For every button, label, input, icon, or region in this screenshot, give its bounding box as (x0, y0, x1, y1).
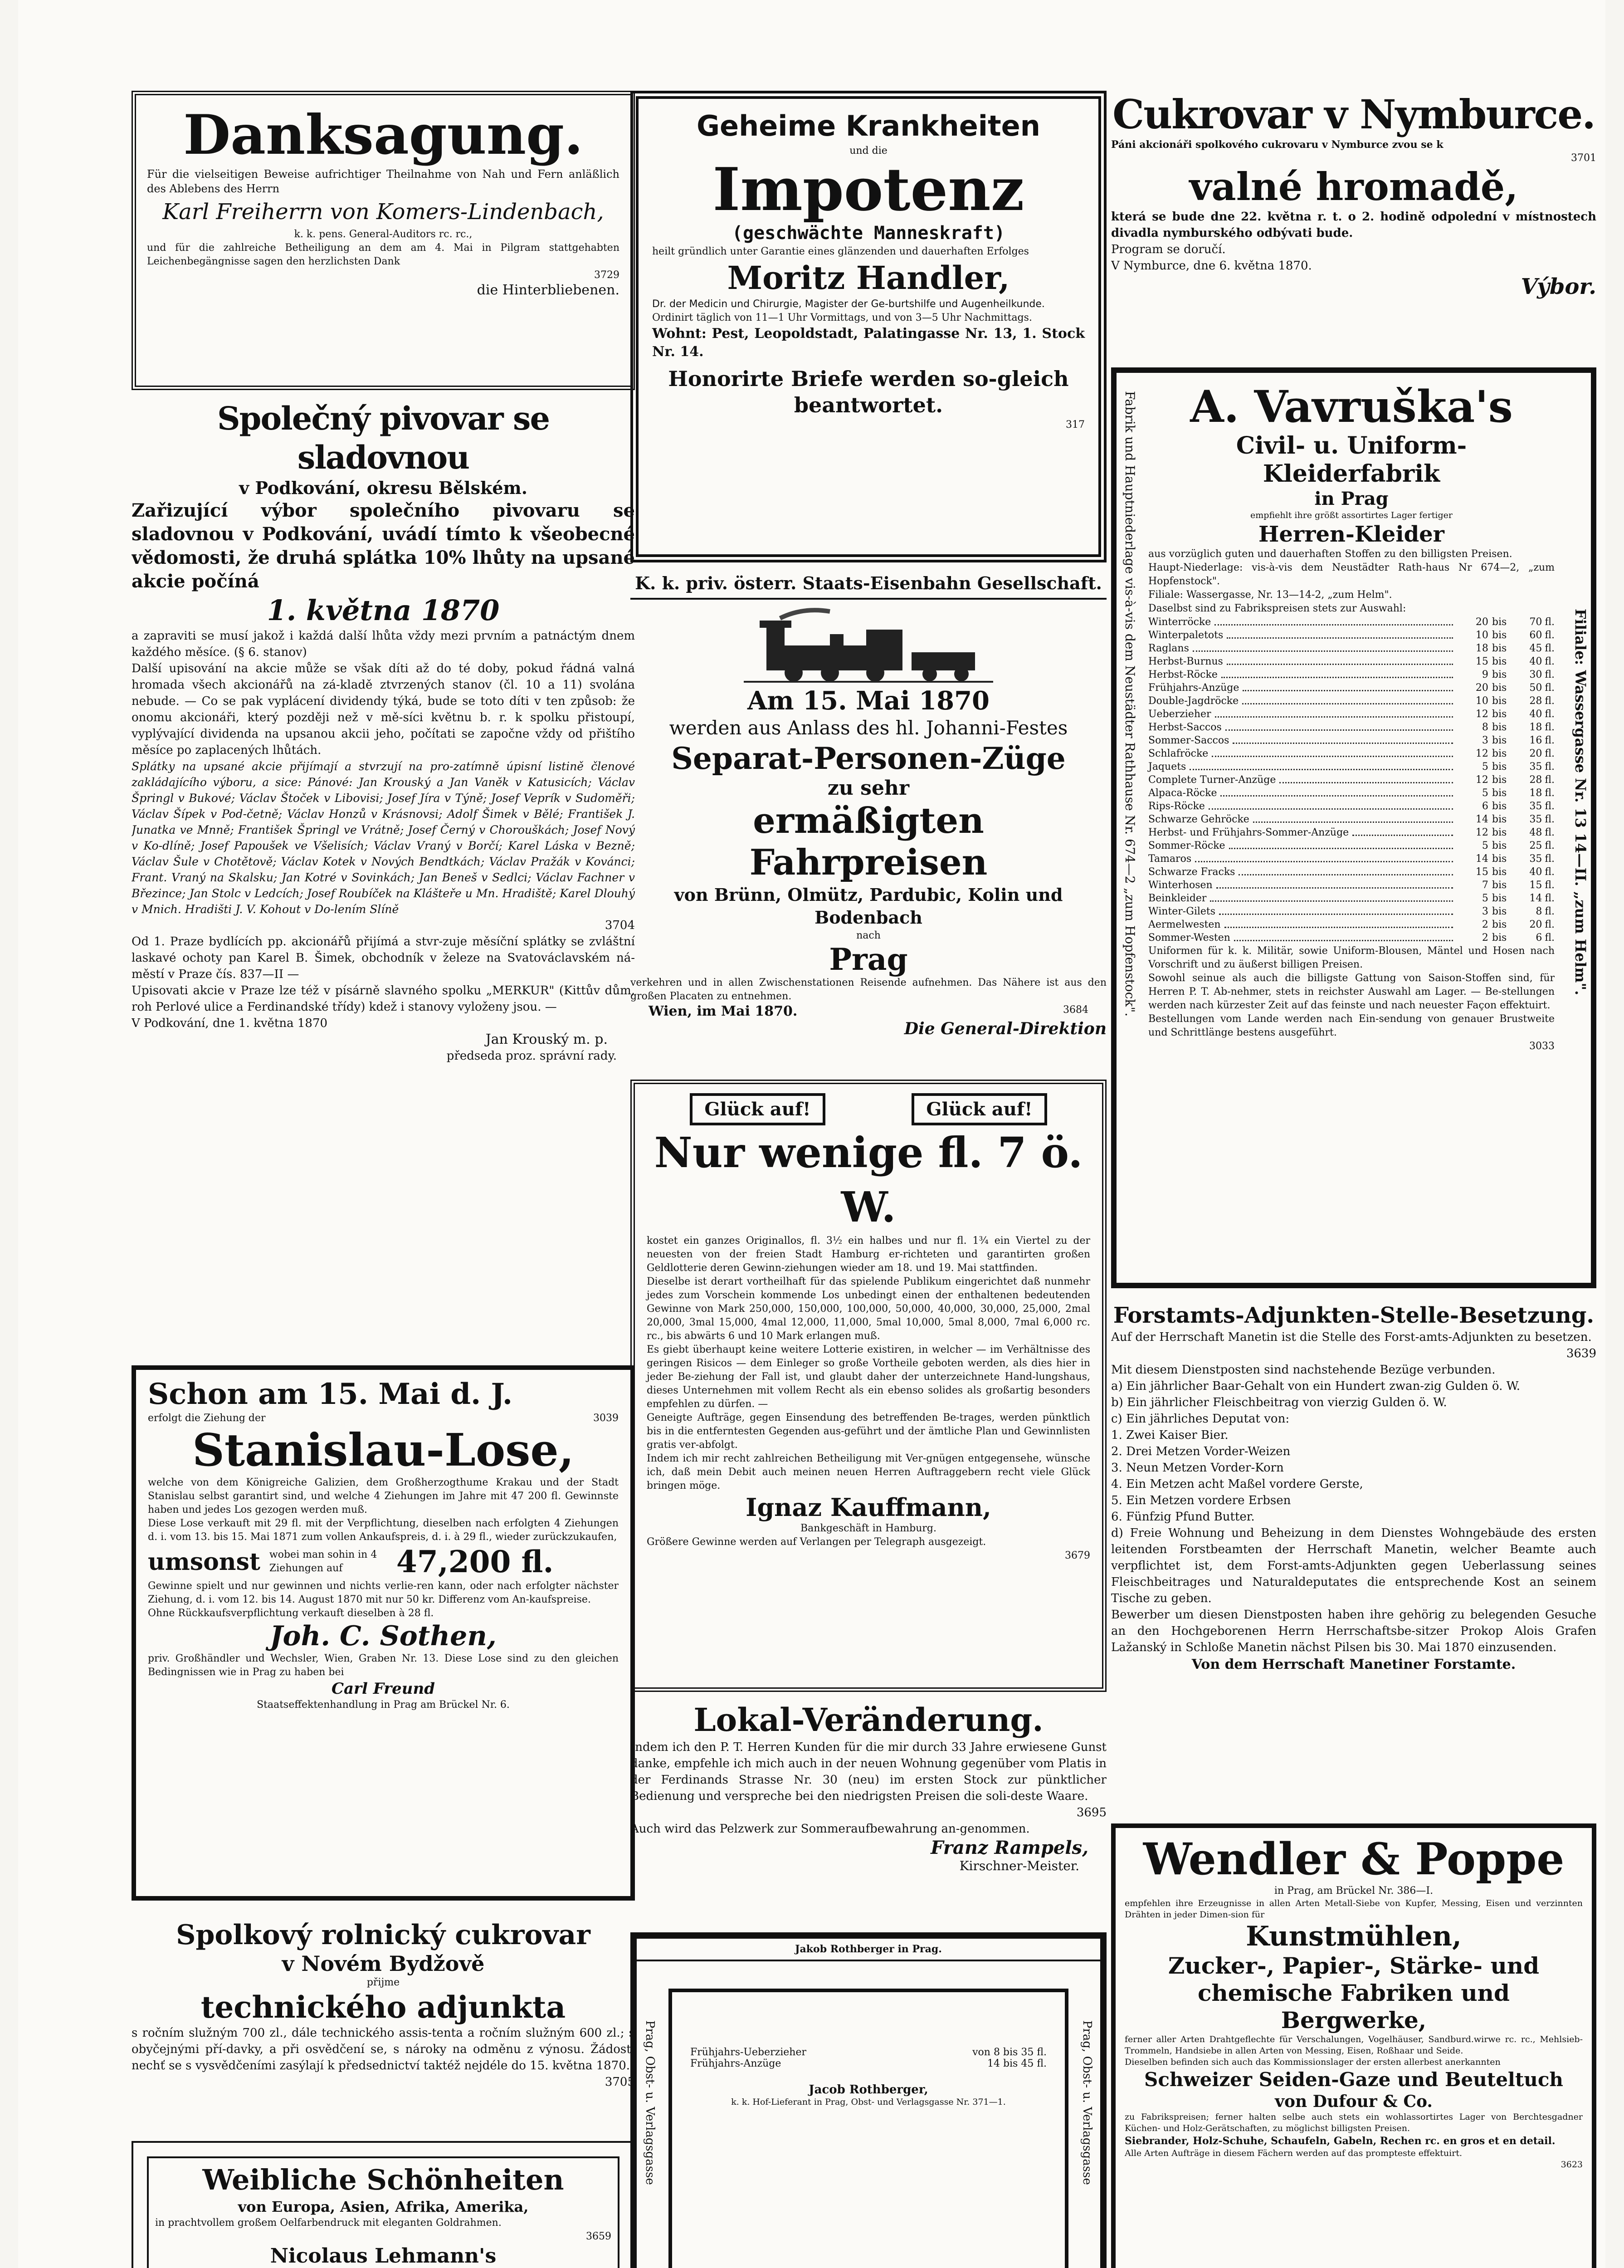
nymburk-p1: Páni akcionáři spolkového cukrovaru v Nymburce zvou se k (1111, 139, 1444, 151)
glueck-p4: Geneigte Aufträge, gegen Einsendung des betreffenden Be-trages, werden pünktlich bis in die entferntesten Gegenden aus-geführt und der ämtliche Plan und Gewinnlisten gratis ver-abfolgt. (647, 1412, 1090, 1451)
geheim-name: Moritz Handler, (727, 259, 1010, 297)
wendler-title: Wendler & Poppe (1143, 1833, 1565, 1885)
danksagung-name: Karl Freiherrn von Komers-Lindenbach, (162, 199, 604, 225)
glueck-p1: kostet ein ganzes Originallos, fl. 3½ ein halbes und nur fl. 1¾ ein Viertel zu der neuesten von der freien Stadt Hamburg er-richteten und garantirten großen Geldlotterie deren Gewinn-ziehungen wieder am 18. und 19. Mai stattfinden. (647, 1235, 1090, 1274)
nymburk-big: valné hromadě, (1189, 164, 1518, 209)
geheim-p2: Dr. der Medicin und Chirurgie, Magister der Ge-burtshilfe und Augenheilkunde. (652, 298, 1045, 310)
vavruska-p3: Haupt-Niederlage: vis-à-vis dem Neustädter Rath-haus Nr 674—2, „zum Hopfenstock". (1148, 562, 1555, 587)
forst-item: 6. Fünfzig Pfund Butter. (1111, 1510, 1255, 1524)
stanislau-p5: Ohne Rückkaufsverpflichtung verkauft dieselben à 28 fl. (148, 1608, 434, 1619)
ad-cukrovar-bydzov (132, 1919, 635, 2127)
vavruska-big: Herren-Kleider (1258, 522, 1444, 547)
ad-nymburk (1111, 91, 1596, 354)
price-row: Herbst-Burnus 15 bis 40 fl. (1148, 656, 1555, 667)
glueck-button-1: Glück auf! (690, 1093, 825, 1125)
bahn-date: Am 15. Mai 1870 (747, 686, 990, 716)
stanislau-p6: priv. Großhändler und Wechsler, Wien, Graben Nr. 13. Diese Lose sind zu den gleichen Bedingnissen wie in Prag zu haben bei (148, 1653, 619, 1678)
stanislau-head: Schon am 15. Mai d. J. (148, 1377, 513, 1411)
glueck-firm: Ignaz Kauffmann, (746, 1493, 991, 1522)
weibl-p2: in prachtvollem großem Oelfarbendruck mit eleganten Goldrahmen. (155, 2217, 502, 2229)
vavruska-p5: Daselbst sind zu Fabrikspreisen stets zur Auswahl: (1148, 603, 1406, 614)
locomotive-illustration (630, 602, 1107, 684)
ad-lokal (630, 1701, 1107, 1923)
lokal-sign1: Franz Rampels, (931, 1837, 1088, 1858)
nymburk-sign: Výbor. (1521, 274, 1596, 299)
nymburk-p3: Program se doručí. (1111, 243, 1226, 256)
wendler-big1: Kunstmühlen, (1246, 1921, 1462, 1952)
nymburk-p2: která se bude dne 22. května r. t. o 2. hodině odpolední v místnostech divadla nymburského odbývati bude. (1111, 210, 1596, 240)
wendler-p7: Alle Arten Aufträge in diesem Fächern werden auf das prompteste effektuirt. (1125, 2148, 1462, 2158)
rothberger-top: Jakob Rothberger in Prag. (637, 1939, 1100, 1961)
rothberger-line-2: Frühjahrs-Anzüge 14 bis 45 fl. (690, 2058, 1047, 2069)
glueck-p5: Indem ich mir recht zahlreichen Betheiligung mit Ver-gnügen entgegensehe, wünsche ich, daß mein Debit auch meinen neuen Herren Auftraggebern recht viele Glück bringen möge. (647, 1453, 1090, 1491)
price-row: Sommer-Röcke 5 bis 25 fl. (1148, 840, 1555, 851)
rothberger-frame (668, 1989, 1068, 2268)
price-row: Beinkleider 5 bis 14 fl. (1148, 893, 1555, 904)
geheim-p1: heilt gründlich unter Garantie eines glänzenden und dauerhaften Erfolges (652, 246, 1029, 257)
vavruska-side-right: Filiale: Wassergasse Nr. 13 14—II. „zum Helm". (1572, 609, 1589, 996)
wendler-p5: zu Fabrikspreisen; ferner halten selbe auch stets ein wohlassortirtes Lager von Berchtesgadner Küchen- und Holz-Gerätschaften, zu möglichst billigsten Preisen. (1125, 2112, 1583, 2133)
bahn-direction: Die General-Direktion (904, 1019, 1107, 1038)
vavruska-p2: aus vorzüglich guten und dauerhaften Stoffen zu den billigsten Preisen. (1148, 548, 1512, 560)
vavruska-p8: Bestellungen vom Lande werden nach Ein-sendung von genauer Brustweite und Schrittlänge bestens ausgeführt. (1148, 1013, 1555, 1038)
price-row: Schlafröcke 12 bis 20 fl. (1148, 748, 1555, 759)
wendler-p1: in Prag, am Brückel Nr. 386—I. (1274, 1885, 1434, 1897)
price-row: Tamaros 14 bis 35 fl. (1148, 853, 1555, 865)
price-row: Rips-Röcke 6 bis 35 fl. (1148, 801, 1555, 812)
forst-p3: Bewerber um diesen Dienstposten haben ihre gehörig zu belegenden Gesuche an den Hochgeborenen Herrn Herrschaftsbe-sitzer Prokop Alois Grafen Lažanský in Schloße Manetin nächst Pilsen bis 30. Mai 1870 einzusenden. (1111, 1608, 1596, 1654)
ad-vavruska (1111, 367, 1596, 1288)
pivovar-p1: a zapraviti se musí jakož i každá další lhůta vždy mezi prvním a patnáctým dnem každého měsíce. (§ 6. stanov) (132, 629, 635, 659)
bahn-p1: werden aus Anlass des hl. Johanni-Festes (669, 717, 1068, 739)
ad-stanislau (132, 1365, 635, 1901)
forst-item: 3. Neun Metzen Vorder-Korn (1111, 1461, 1284, 1475)
geheim-p4: Wohnt: Pest, Leopoldstadt, Palatingasse Nr. 13, 1. Stock Nr. 14. (652, 326, 1085, 360)
forst-item: 5. Ein Metzen vordere Erbsen (1111, 1494, 1291, 1507)
forst-c: c) Ein jährliches Deputat von: (1111, 1412, 1290, 1426)
vavruska-in: in Prag (1314, 488, 1389, 509)
cukrovar-title: Spolkový rolnický cukrovar (176, 1919, 590, 1951)
price-row: Winterpaletots 10 bis 60 fl. (1148, 630, 1555, 641)
vavruska-title: A. Vavruška's (1190, 381, 1513, 432)
bahn-head: K. k. priv. österr. Staats-Eisenbahn Gesellschaft. (635, 573, 1102, 593)
stanislau-firm: Joh. C. Sothen, (270, 1620, 497, 1652)
pivovar-sign2: předseda proz. správní rady. (446, 1049, 617, 1063)
price-list (1148, 616, 1555, 944)
geheim-number: 317 (1066, 419, 1085, 430)
lokal-p2: Auch wird das Pelzwerk zur Sommeraufbewahrung an-genommen. (630, 1822, 1030, 1836)
ad-eisenbahn (630, 572, 1107, 1066)
price-row: Frühjahrs-Anzüge 20 bis 50 fl. (1148, 682, 1555, 694)
weibl-p1: von Europa, Asien, Afrika, Amerika, (238, 2198, 529, 2215)
pivovar-p3: Splátky na upsané akcie přijímají a stvrzují na pro-zatímně úpisní listině členové zakládajícího výboru, a sice: Pánové: Jan Krouský a Jan Vaněk v Katusicích; Václav Špringl v Bukové; Václav Štoček v Libovisi; Josef Jíra v Týně; Josef Veprík v Sudoměři; Václav Šípek v Pod-četně; Václav Honzů v Krásnovsi; Adolf Šimek v Bělé; František J. Junatka ve Mnně; František Špringl ve Vrátně; Josef Černý v Chorouškách; Josef Nový v Ko-dlíně; Josef Papoušek ve Všelisích; Václav Vraný v Borčí; Karel Láska v Bezně; Václav Šule v Chotětově; Václav Kotek v Nových Bendtkách; Václav Pražák v Kovánci; Frant. Vraný na Skalsku; Jan Kotré v Sovinkách; Jan Beneš v Sedlci; Václav Fachner v Březince; Jan Stolc v Ledcích; Josef Roubíček na Klášteře u Mn. Hradiště; Karel Dlouhý v Mnich. Hradišti J. V. Kohout v Do-lením Slíně (132, 760, 635, 916)
vavruska-side-left: Fabrik und Hauptniederlage vis-à-vis dem Neustädter Rathhause Nr. 674—2 „zum Hopfenstock". (1122, 391, 1137, 1017)
vavruska-number: 3033 (1529, 1041, 1555, 1052)
weibl-firm: Nicolaus Lehmann's (270, 2244, 497, 2268)
pivovar-place: v Podkování, okresu Bělském. (239, 478, 527, 498)
forst-a: a) Ein jährlicher Baar-Gehalt von ein Hundert zwan-zig Gulden ö. W. (1111, 1379, 1521, 1393)
price-row: Herbst-Röcke 9 bis 30 fl. (1148, 669, 1555, 680)
rothberger-firm: Jacob Rothberger, (809, 2083, 928, 2097)
ad-forst (1111, 1302, 1596, 1814)
geheim-p3: Ordinirt täglich von 11—1 Uhr Vormittags, und von 3—5 Uhr Nachmittags. (652, 312, 1032, 323)
pivovar-num1: 3704 (605, 919, 635, 932)
price-row: Raglans 18 bis 45 fl. (1148, 643, 1555, 654)
forst-number: 3639 (1566, 1347, 1596, 1360)
wendler-big2: Zucker-, Papier-, Stärke- und chemische Fabriken und Bergwerke, (1168, 1952, 1540, 2033)
vavruska-sub: Civil- u. Uniform-Kleiderfabrik (1236, 432, 1467, 488)
ad-danksagung (132, 91, 635, 390)
nymburk-p4: V Nymburce, dne 6. května 1870. (1111, 259, 1312, 273)
pivovar-sign1: Jan Krouský m. p. (485, 1031, 608, 1047)
rothberger-address: k. k. Hof-Lieferant in Prag, Obst- und Verlagsgasse Nr. 371—1. (731, 2097, 1006, 2107)
price-row: Aermelwesten 2 bis 20 fl. (1148, 919, 1555, 930)
price-row: Sommer-Westen 2 bis 6 fl. (1148, 932, 1555, 943)
price-row: Complete Turner-Anzüge 12 bis 28 fl. (1148, 774, 1555, 786)
bahn-big2: zu sehr (827, 777, 910, 800)
price-row: Sommer-Saccos 3 bis 16 fl. (1148, 735, 1555, 746)
wendler-number: 3623 (1561, 2160, 1583, 2170)
vavruska-p6: Uniformen für k. k. Militär, sowie Uniform-Blousen, Mäntel und Hosen nach Vorschrift und zu äußerst billigen Preisen. (1148, 945, 1555, 970)
bahn-big3: ermäßigten Fahrpreisen (749, 800, 988, 883)
vavruska-p1: empfiehlt ihre größt assortirtes Lager fertiger (1250, 510, 1453, 520)
cukrovar-place: v Novém Bydžově (282, 1951, 485, 1976)
wendler-p4: Dieselben befinden sich auch das Kommissionslager der ersten allerbest anerkannten (1125, 2057, 1501, 2067)
price-row: Alpaca-Röcke 5 bis 18 fl. (1148, 787, 1555, 799)
lokal-number: 3695 (1076, 1806, 1107, 1819)
pivovar-p4: Od 1. Praze bydlících pp. akcionářů přijímá a stvr-zuje měsíční splátky se zvláštní laskavé ochoty pan Karel B. Šimek, obchodník v železe na Svatováclavském ná-městí v Praze čís. 837—II — (132, 935, 635, 981)
danksagung-title: Danksagung. (183, 103, 583, 167)
weibl-title: Weibliche Schönheiten (202, 2163, 564, 2196)
column-left (132, 82, 635, 2268)
column-middle (630, 82, 1107, 2268)
cukrovar-recv: přijme (366, 1977, 400, 1988)
geheim-sub: (geschwächte Manneskraft) (732, 223, 1005, 244)
newspaper-page (18, 0, 1605, 2268)
wendler-p6: Siebrander, Holz-Schuhe, Schaufeln, Gabeln, Rechen rc. en gros et en detail. (1125, 2135, 1556, 2147)
glueck-p2: Dieselbe ist derart vortheilhaft für das spielende Publikum eingerichtet daß nunmehr jedes zum Vorschein kommende Los unbedingt einen der enthaltenen bedeutenden Gewinne von Mark 250,000, 150,000, 100,000, 50,000, 40,000, 30,000, 25,000, 2mal 20,000, 3mal 15,000, 4mal 12,000, 11,000, 5mal 10,000, 5mal 8,000, 7mal 6,000 rc. rc., bis abwärts 6 und 10 Mark erlangen muß. (647, 1276, 1090, 1342)
stanislau-amount: 47,200 fl. (396, 1544, 554, 1579)
danksagung-rank: k. k. pens. General-Auditors rc. rc., (294, 229, 473, 240)
stanislau-head2: erfolgt die Ziehung der (148, 1413, 266, 1424)
danksagung-number: 3729 (594, 269, 619, 281)
rothberger-side-right: Prag, Obst- u. Verlagsgasse (1080, 2020, 1094, 2185)
bahn-big1: Separat-Personen-Züge (671, 741, 1066, 776)
forst-title: Forstamts-Adjunkten-Stelle-Besetzung. (1113, 1303, 1595, 1328)
bahn-wien: Wien, im Mai 1870. (649, 1003, 798, 1019)
price-row: Winter-Gilets 3 bis 8 fl. (1148, 906, 1555, 917)
price-row: Schwarze Fracks 15 bis 40 fl. (1148, 866, 1555, 878)
geheim-und: und die (849, 145, 888, 156)
pivovar-date: 1. května 1870 (267, 594, 500, 627)
price-row: Herbst- und Frühjahrs-Sommer-Anzüge 12 bis 48 fl. (1148, 827, 1555, 838)
bahn-p2: verkehren und in allen Zwischenstationen Reisende aufnehmen. Das Nähere ist aus den großen Placaten zu entnehmen. (630, 977, 1107, 1002)
rothberger-side-left: Prag, Obst- u. Verlagsgasse (643, 2020, 657, 2185)
ad-pivovar (132, 399, 635, 1343)
forst-p2: Mit diesem Dienstposten sind nachstehende Bezüge verbunden. (1111, 1363, 1496, 1377)
stanislau-p2: Diese Lose verkauft mit 29 fl. mit der Verpflichtung, dieselben nach erfolgten 4 Ziehungen d. i. vom 13. bis 15. Mai 1871 zum vollen Ankaufspreis, d. i. à 29 fl., wieder zurückzukaufen, (148, 1518, 619, 1543)
bahn-number: 3684 (1063, 1004, 1088, 1016)
glueck-title: Nur wenige fl. 7 ö. W. (654, 1128, 1083, 1232)
ad-geheim (630, 91, 1107, 562)
stanislau-p1: welche von dem Königreiche Galizien, dem Großherzogthume Krakau und der Stadt Stanislau selbst garantirt sind, und welche 4 Ziehungen im Jahre mit 47 200 fl. Gewinnste haben und jedes Los gezogen werden muß. (148, 1477, 619, 1515)
price-row: Winterröcke 20 bis 70 fl. (1148, 616, 1555, 628)
geheim-title2: Impotenz (712, 155, 1024, 224)
wendler-big3: Schweizer Seiden-Gaze und Beuteltuch (1144, 2068, 1563, 2091)
bahn-prag: Prag (829, 942, 908, 977)
glueck-p7: Größere Gewinne werden auf Verlangen per Telegraph ausgezeigt. (647, 1536, 986, 1548)
pivovar-lead: Zařizující výbor společního pivovaru se sladovnou v Podkování, uvádí tímto k všeobecné vědomosti, že druhá splátka 10% lhůty na upsané akcie počíná (132, 500, 635, 592)
glueck-p3: Es giebt überhaupt keine weitere Lotterie existiren, in welcher — im Verhältnisse des geringen Risicos — dem Einleger so große Vortheile geboten werden, als dies hier in jeder Be-ziehung der Fall ist, und glaubt daher der unterzeichnete Hand-lungshaus, dieses Unternehmen mit vollem Recht als ein ebenso solides als großartig besonders empfehlen zu dürfen. — (647, 1344, 1090, 1410)
ad-weibliche (132, 2141, 635, 2268)
weibl-number: 3659 (586, 2231, 611, 2242)
lokal-p1: Indem ich den P. T. Herren Kunden für die mir durch 33 Jahre erwiesene Gunst danke, empfehle ich mich auch in der neuen Wohnung gegenüber vom Platis in der Ferdinands Strasse Nr. 30 (neu) im ersten Stock zur pünktlicher Bedienung und verspreche bei den niedrigsten Preisen die soli-deste Waare. (630, 1740, 1107, 1803)
price-row: Herbst-Saccos 8 bis 18 fl. (1148, 722, 1555, 733)
pivovar-p5: Upisovati akcie v Praze lze též v písárně slavného spolku „MERKUR" (Kittův dům, roh Perlové ulice a Ferdinandské třídy) kdež i stanovy vyloženy jsou. — (132, 984, 635, 1014)
lokal-title: Lokal-Veränderung. (693, 1701, 1044, 1739)
pivovar-p2: Další upisování na akcie může se však díti až do té doby, pokud řádná valná hromada všech akcionářů na zá-kladě ztvrzených stanov (čl. 10 a 11) svolána nebude. — Co se pak vyplácení dividendy týká, bude se toto díti v ten způsob: že onomu akcionáři, který později než v mě-síci květnu b. r. k spolku přistoupí, vyplývající dividenda na upsanou akcii jeho, počítati se započne vždy od přištího měsíce po zaplacených lhůtách. (132, 662, 635, 757)
glueck-p6: Bankgeschäft in Hamburg. (800, 1523, 936, 1534)
stanislau-p7: Staatseffektenhandlung in Prag am Brückel Nr. 6. (257, 1699, 510, 1711)
ad-wendler (1111, 1823, 1596, 2268)
glueck-button-2: Glück auf! (912, 1093, 1047, 1125)
geheim-foot: Honorirte Briefe werden so-gleich beantwortet. (668, 367, 1069, 417)
vavruska-p7: Sowohl seinue als auch die billigste Gattung von Saison-Stoffen sind, für Herren P. T. Ab-nehmer, stets in reichster Auswahl am Lager. — Be-stellungen werden nach kürzester Zeit auf das feinste und nach neuester Façon effektuirt. (1148, 973, 1555, 1011)
danksagung-body: und für die zahlreiche Betheiligung an dem am 4. Mai in Pilgram stattgehabten Leichenbegängnisse sagen den herzlichsten Dank (147, 242, 619, 267)
bahn-cities: von Brünn, Olmütz, Pardubic, Kolin und Bodenbach (674, 885, 1063, 928)
price-row: Schwarze Gehröcke 14 bis 35 fl. (1148, 814, 1555, 825)
geheim-title1: Geheime Krankheiten (697, 109, 1040, 142)
forst-item: 1. Zwei Kaiser Bier. (1111, 1428, 1229, 1442)
price-row: Ueberzieher 12 bis 40 fl. (1148, 709, 1555, 720)
nymburk-number: 3701 (1571, 152, 1596, 164)
ad-glueck (630, 1080, 1107, 1692)
forst-d: d) Freie Wohnung und Beheizung in dem Dienstes Wohngebäude des ersten leitenden Forstbeamten der Herrschaft Manetin, welcher Beamte auch verpflichtet ist, dem Forst-amts-Adjunkten gegen Ueberlassung seines Fleischbeitrages und Naturaldeputates die entsprechende Kost an seinem Tische zu geben. (1111, 1526, 1596, 1605)
stanislau-carl: Carl Freund (331, 1680, 435, 1698)
danksagung-signature: die Hinterbliebenen. (477, 282, 619, 298)
bahn-nach: nach (856, 930, 881, 941)
wendler-p3: ferner aller Arten Drahtgeflechte für Verschalungen, Vogelhäuser, Sandburd.wirwe rc. rc., Mehlsieb-Trommeln, Handsiebe in allen Arten von Messing, Eisen, Roßhaar und Seide. (1125, 2034, 1583, 2056)
price-row: Winterhosen 7 bis 15 fl. (1148, 880, 1555, 891)
forst-sign: Von dem Herrschaft Manetiner Forstamte. (1191, 1657, 1516, 1672)
price-row: Double-Jagdröcke 10 bis 28 fl. (1148, 695, 1555, 707)
stanislau-title: Stanislau-Lose, (192, 1424, 574, 1476)
price-row: Jaquets 5 bis 35 fl. (1148, 761, 1555, 772)
stanislau-p3: wobei man sohin in 4 Ziehungen auf (269, 1549, 377, 1574)
stanislau-p4: Gewinne spielt und nur gewinnen und nichts verlie-ren kann, oder nach erfolgter nächster Ziehung, d. i. vom 12. bis 14. August 1870 mit nur 50 kr. Differenz vom An-kaufspreise. (148, 1580, 619, 1605)
wendler-p2: empfehlen ihre Erzeugnisse in allen Arten Metall-Siebe von Kupfer, Messing, Eisen und verzinnten Drähten in jeder Dimen-sion für (1125, 1898, 1583, 1920)
glueck-number: 3679 (1065, 1550, 1090, 1561)
cukrovar-p1: s ročním služným 700 zl., dále technického assis-tenta a ročním služným 600 zl.; s obyčejnými pří-davky, a při osvědčení se, s nároky na odměnu z výnosu. Žádosti nechť se s vysvědčeními zasýlají k předsednictví taktéž nejdéle do 15. května 1870. (132, 2026, 635, 2072)
forst-item: 4. Ein Metzen acht Maßel vordere Gerste, (1111, 1477, 1363, 1491)
cukrovar-big: technického adjunkta (200, 1989, 566, 2025)
pivovar-title: Společný pivovar se sladovnou (217, 400, 549, 476)
wendler-big4: von Dufour & Co. (1275, 2092, 1433, 2111)
cukrovar-number: 3705 (605, 2075, 635, 2089)
rothberger-line-1: Frühjahrs-Ueberzieher von 8 bis 35 fl. (690, 2047, 1047, 2058)
column-right (1111, 82, 1596, 2268)
danksagung-intro: Für die vielseitigen Beweise aufrichtiger Theilnahme von Nah und Fern anläßlich des Ablebens des Herrn (147, 168, 619, 195)
stanislau-umsonst: umsonst (148, 1548, 260, 1576)
forst-item: 2. Drei Metzen Vorder-Weizen (1111, 1445, 1291, 1458)
forst-deputat-list (1111, 1427, 1596, 1525)
forst-p1: Auf der Herrschaft Manetin ist die Stelle des Forst-amts-Adjunkten zu besetzen. (1111, 1330, 1592, 1344)
lokal-sign2: Kirschner-Meister. (959, 1858, 1079, 1873)
nymburk-title: Cukrovar v Nymburce. (1112, 91, 1595, 138)
ad-rothberger (630, 1932, 1107, 2268)
vavruska-p4: Filiale: Wassergasse, Nr. 13—14-2, „zum Helm". (1148, 589, 1392, 601)
forst-b: b) Ein jährlicher Fleischbeitrag von vierzig Gulden ö. W. (1111, 1396, 1447, 1409)
stanislau-number: 3039 (593, 1413, 619, 1424)
pivovar-p6: V Podkování, dne 1. května 1870 (132, 1017, 328, 1030)
